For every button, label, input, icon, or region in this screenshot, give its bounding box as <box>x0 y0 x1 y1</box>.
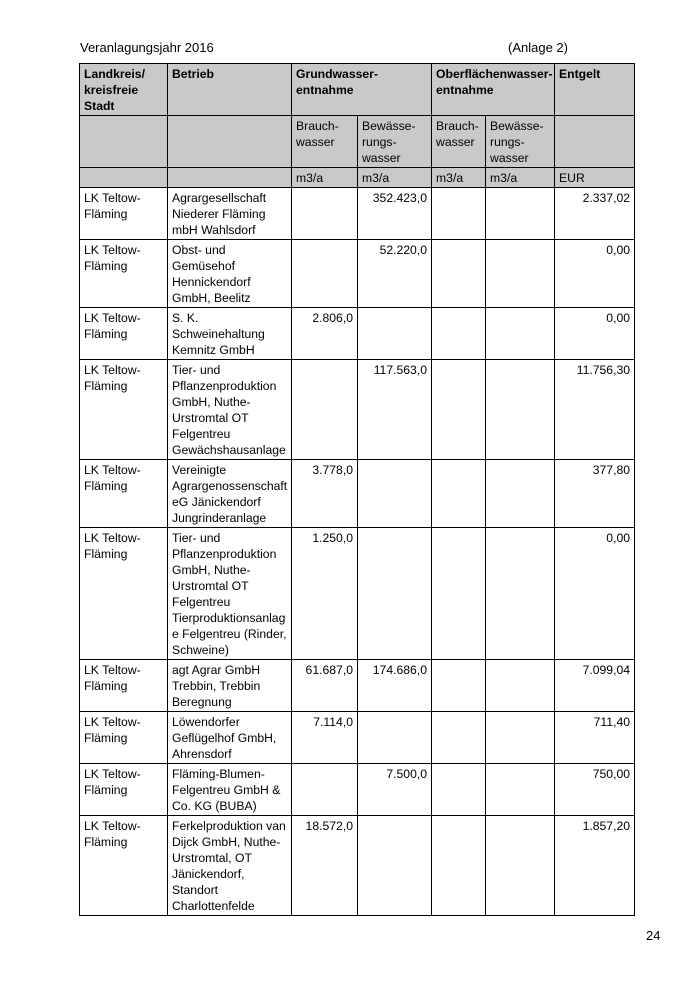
cell-gw-irrigation: 117.563,0 <box>358 360 432 460</box>
unit-empty <box>168 168 292 188</box>
unit-sw-service: m3/a <box>432 168 486 188</box>
cell-company: Löwendorfer Geflügelhof GmbH, Ahrensdorf <box>168 712 292 764</box>
cell-sw-service <box>432 712 486 764</box>
cell-company: Vereinigte Agrargenossenschaft eG Jänickendorf Jungrinderanlage <box>168 460 292 528</box>
unit-fee: EUR <box>555 168 635 188</box>
cell-district: LK Teltow- Fläming <box>80 240 168 308</box>
cell-sw-irrigation <box>486 816 555 916</box>
table-row <box>80 712 635 764</box>
subheader-empty <box>555 116 635 168</box>
cell-sw-irrigation <box>486 188 555 240</box>
cell-fee: 11.756,30 <box>555 360 635 460</box>
header-district: Landkreis/ kreisfreie Stadt <box>80 64 168 116</box>
cell-fee: 711,40 <box>555 712 635 764</box>
cell-gw-service: 3.778,0 <box>292 460 358 528</box>
cell-gw-irrigation <box>358 712 432 764</box>
header-company: Betrieb <box>168 64 292 116</box>
unit-sw-irrigation: m3/a <box>486 168 555 188</box>
water-withdrawal-table <box>79 63 635 916</box>
cell-sw-service <box>432 360 486 460</box>
cell-district: LK Teltow- Fläming <box>80 660 168 712</box>
cell-gw-service: 7.114,0 <box>292 712 358 764</box>
cell-gw-service <box>292 360 358 460</box>
cell-gw-irrigation: 52.220,0 <box>358 240 432 308</box>
cell-district: LK Teltow- Fläming <box>80 460 168 528</box>
annex-label: (Anlage 2) <box>508 40 568 55</box>
cell-gw-service <box>292 240 358 308</box>
cell-gw-irrigation: 352.423,0 <box>358 188 432 240</box>
cell-gw-service: 2.806,0 <box>292 308 358 360</box>
header-row <box>80 64 635 116</box>
cell-fee: 1.857,20 <box>555 816 635 916</box>
subheader-sw-irrigation: Bewässe- rungs- wasser <box>486 116 555 168</box>
cell-district: LK Teltow- Fläming <box>80 308 168 360</box>
unit-gw-irrigation: m3/a <box>358 168 432 188</box>
page-number: 24 <box>646 928 661 943</box>
table-row <box>80 816 635 916</box>
page-header <box>80 40 640 58</box>
cell-sw-service <box>432 528 486 660</box>
cell-district: LK Teltow- Fläming <box>80 764 168 816</box>
cell-company: S. K. Schweinehaltung Kemnitz GmbH <box>168 308 292 360</box>
header-fee: Entgelt <box>555 64 635 116</box>
table-row <box>80 460 635 528</box>
cell-fee: 750,00 <box>555 764 635 816</box>
cell-fee: 7.099,04 <box>555 660 635 712</box>
cell-sw-irrigation <box>486 764 555 816</box>
subheader-gw-service: Brauch- wasser <box>292 116 358 168</box>
cell-district: LK Teltow- Fläming <box>80 712 168 764</box>
table-row <box>80 240 635 308</box>
cell-district: LK Teltow- Fläming <box>80 188 168 240</box>
cell-company: Tier- und Pflanzenproduktion GmbH, Nuthe- Urstromtal OT Felgentreu Tierproduktionsanlag e Felgentreu (Rinder, Schweine) <box>168 528 292 660</box>
cell-fee: 0,00 <box>555 240 635 308</box>
table-row <box>80 660 635 712</box>
cell-sw-service <box>432 240 486 308</box>
subheader-gw-irrigation: Bewässe- rungs- wasser <box>358 116 432 168</box>
cell-company: Ferkelproduktion van Dijck GmbH, Nuthe- Urstromtal, OT Jänickendorf, Standort Charlottenfelde <box>168 816 292 916</box>
cell-sw-irrigation <box>486 528 555 660</box>
cell-gw-service <box>292 764 358 816</box>
cell-district: LK Teltow- Fläming <box>80 528 168 660</box>
cell-sw-service <box>432 188 486 240</box>
table-row <box>80 308 635 360</box>
subheader-sw-service: Brauch- wasser <box>432 116 486 168</box>
cell-fee: 377,80 <box>555 460 635 528</box>
cell-fee: 2.337,02 <box>555 188 635 240</box>
cell-gw-service <box>292 188 358 240</box>
table-row <box>80 188 635 240</box>
header-groundwater: Grundwasser- entnahme <box>292 64 432 116</box>
cell-company: Fläming-Blumen- Felgentreu GmbH & Co. KG (BUBA) <box>168 764 292 816</box>
table-row <box>80 360 635 460</box>
cell-gw-irrigation: 174.686,0 <box>358 660 432 712</box>
subheader-empty <box>168 116 292 168</box>
cell-sw-service <box>432 764 486 816</box>
cell-gw-irrigation <box>358 528 432 660</box>
cell-company: Obst- und Gemüsehof Hennickendorf GmbH, Beelitz <box>168 240 292 308</box>
cell-gw-service: 1.250,0 <box>292 528 358 660</box>
cell-sw-irrigation <box>486 712 555 764</box>
cell-company: Tier- und Pflanzenproduktion GmbH, Nuthe- Urstromtal OT Felgentreu Gewächshausanlage <box>168 360 292 460</box>
cell-sw-irrigation <box>486 308 555 360</box>
cell-sw-service <box>432 308 486 360</box>
subheader-empty <box>80 116 168 168</box>
cell-gw-irrigation <box>358 816 432 916</box>
units-row <box>80 168 635 188</box>
cell-company: agt Agrar GmbH Trebbin, Trebbin Beregnung <box>168 660 292 712</box>
unit-gw-service: m3/a <box>292 168 358 188</box>
assessment-year: Veranlagungsjahr 2016 <box>80 40 214 55</box>
cell-gw-irrigation: 7.500,0 <box>358 764 432 816</box>
cell-sw-service <box>432 816 486 916</box>
cell-company: Agrargesellschaft Niederer Fläming mbH Wahlsdorf <box>168 188 292 240</box>
cell-sw-irrigation <box>486 240 555 308</box>
cell-fee: 0,00 <box>555 528 635 660</box>
table-row <box>80 528 635 660</box>
cell-sw-irrigation <box>486 460 555 528</box>
cell-gw-service: 61.687,0 <box>292 660 358 712</box>
cell-fee: 0,00 <box>555 308 635 360</box>
unit-empty <box>80 168 168 188</box>
header-surface-water: Oberflächenwasser- entnahme <box>432 64 555 116</box>
cell-sw-service <box>432 660 486 712</box>
cell-sw-irrigation <box>486 660 555 712</box>
subheader-row <box>80 116 635 168</box>
cell-district: LK Teltow- Fläming <box>80 360 168 460</box>
table-row <box>80 764 635 816</box>
cell-sw-service <box>432 460 486 528</box>
cell-gw-irrigation <box>358 460 432 528</box>
cell-gw-service: 18.572,0 <box>292 816 358 916</box>
cell-district: LK Teltow- Fläming <box>80 816 168 916</box>
cell-sw-irrigation <box>486 360 555 460</box>
cell-gw-irrigation <box>358 308 432 360</box>
